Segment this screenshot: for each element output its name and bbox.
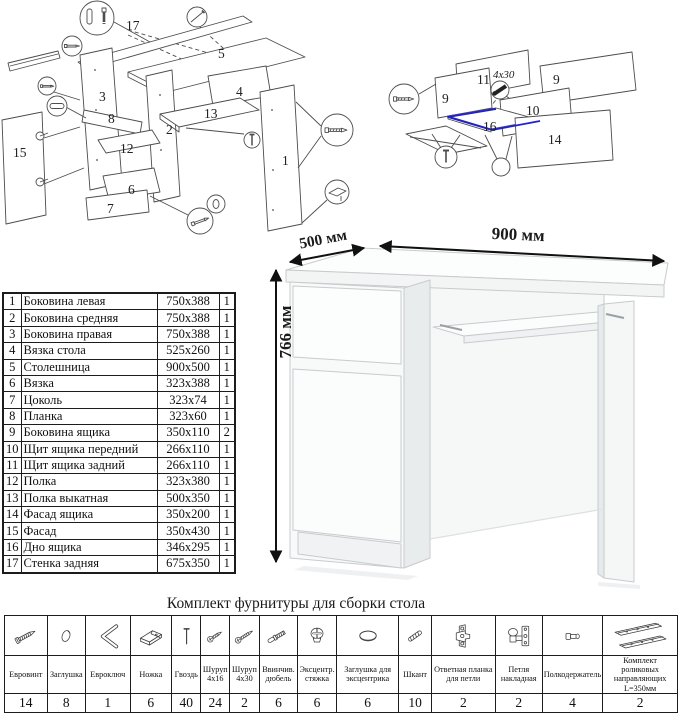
parts-cell-name: Стенка задняя	[21, 556, 157, 573]
height-dimension-label: 766 мм	[276, 305, 295, 359]
parts-cell-size: 323x388	[157, 375, 219, 391]
hardware-item-label: Гвоздь	[172, 656, 201, 694]
hardware-item-qty: 6	[130, 693, 172, 712]
screw-long-icon	[230, 616, 260, 656]
threaded-dowel-icon	[259, 616, 297, 656]
hardware-item-qty: 2	[603, 693, 678, 712]
part-rail	[8, 51, 60, 71]
hardware-item-label: Комплект роликовых направляющих L=350мм	[603, 656, 678, 694]
parts-cell-name: Планка	[21, 408, 157, 424]
hardware-item-qty: 6	[298, 693, 337, 712]
parts-cell-name: Щит ящика задний	[21, 457, 157, 473]
parts-cell-size: 750x388	[157, 293, 219, 310]
drawer-front	[293, 286, 401, 364]
hardware-table	[4, 615, 678, 713]
callout-dowel-screw	[80, 1, 114, 35]
parts-cell-name: Щит ящика передний	[21, 441, 157, 457]
parts-cell-size: 266x110	[157, 441, 219, 457]
hardware-item-qty: 8	[47, 693, 85, 712]
euro-screw-icon	[5, 616, 48, 656]
parts-cell-size: 266x110	[157, 457, 219, 473]
parts-cell-num: 8	[3, 408, 21, 424]
parts-cell-qty: 1	[219, 392, 235, 408]
hardware-item-qty: 14	[5, 693, 48, 712]
right-panel-inner	[598, 304, 604, 578]
part-label: 17	[126, 18, 140, 33]
part-label: 12	[120, 141, 134, 156]
parts-cell-num: 7	[3, 392, 21, 408]
parts-cell-qty: 1	[219, 539, 235, 555]
parts-cell-name: Полка выкатная	[21, 490, 157, 506]
parts-row	[3, 474, 235, 490]
parts-row	[3, 556, 235, 573]
parts-row	[3, 490, 235, 506]
depth-dimension-label: 500 мм	[297, 226, 349, 253]
hardware-item-label: Ножка	[130, 656, 172, 694]
desk-render	[268, 224, 678, 596]
parts-cell-num: 6	[3, 375, 21, 391]
callout-empty	[492, 158, 510, 176]
parts-cell-size: 750x388	[157, 310, 219, 326]
parts-cell-num: 12	[3, 474, 21, 490]
floor-shadow	[598, 582, 640, 589]
exploded-diagram-drawer	[388, 38, 678, 206]
hardware-item-label: Евровинт	[5, 656, 48, 694]
parts-table	[2, 292, 236, 574]
parts-row	[3, 326, 235, 342]
hardware-item-label: Ввинчив. дюбель	[259, 656, 297, 694]
parts-cell-name: Боковина правая	[21, 326, 157, 342]
hardware-item-label: Шуруп 4x30	[230, 656, 260, 694]
parts-cell-size: 900x500	[157, 359, 219, 375]
hardware-item-qty: 4	[542, 693, 602, 712]
hardware-item-label: Петля накладная	[495, 656, 542, 694]
part-label: 8	[108, 111, 115, 126]
mounting-plate-icon	[431, 616, 495, 656]
parts-cell-size: 350x430	[157, 523, 219, 539]
parts-cell-qty: 1	[219, 326, 235, 342]
ring-cap-icon	[336, 616, 398, 656]
part-label: 7	[107, 201, 114, 216]
parts-cell-size: 525x260	[157, 343, 219, 359]
part-label: 14	[548, 132, 562, 147]
parts-cell-qty: 1	[219, 375, 235, 391]
parts-row	[3, 343, 235, 359]
parts-cell-num: 3	[3, 326, 21, 342]
parts-cell-qty: 1	[219, 490, 235, 506]
parts-cell-size: 323x74	[157, 392, 219, 408]
part-label: 9	[553, 72, 560, 87]
width-dimension-label: 900 мм	[491, 223, 546, 246]
parts-cell-num: 4	[3, 343, 21, 359]
parts-row	[3, 408, 235, 424]
parts-cell-qty: 1	[219, 408, 235, 424]
hardware-item-qty: 2	[495, 693, 542, 712]
part-label: 1	[282, 153, 289, 168]
hex-key-icon	[85, 616, 130, 656]
part-label: 4	[236, 84, 243, 99]
hardware-item-label: Полкодержатель	[542, 656, 602, 694]
hardware-item-label: Заглушка	[47, 656, 85, 694]
parts-cell-qty: 1	[219, 523, 235, 539]
nail-icon	[172, 616, 201, 656]
hardware-item-qty: 10	[399, 693, 432, 712]
parts-row	[3, 523, 235, 539]
parts-row	[3, 392, 235, 408]
parts-cell-name: Фасад ящика	[21, 507, 157, 523]
part-label: 10	[526, 103, 540, 118]
parts-cell-qty: 1	[219, 507, 235, 523]
parts-cell-num: 17	[3, 556, 21, 573]
parts-row	[3, 359, 235, 375]
parts-cell-num: 16	[3, 539, 21, 555]
part-door	[2, 112, 46, 224]
hardware-item-qty: 40	[172, 693, 201, 712]
part-label: 3	[99, 89, 106, 104]
parts-cell-num: 10	[3, 441, 21, 457]
parts-cell-name: Боковина левая	[21, 293, 157, 310]
parts-row	[3, 507, 235, 523]
parts-row	[3, 457, 235, 473]
hardware-item-qty: 24	[201, 693, 230, 712]
part-plinth	[86, 190, 149, 220]
parts-cell-size: 346x295	[157, 539, 219, 555]
hardware-item-label: Евроключ	[85, 656, 130, 694]
parts-cell-num: 14	[3, 507, 21, 523]
part-label: 5	[218, 46, 225, 61]
parts-cell-num: 13	[3, 490, 21, 506]
pedestal-side	[404, 280, 430, 568]
parts-row	[3, 539, 235, 555]
cap-icon	[47, 616, 85, 656]
parts-cell-size: 350x110	[157, 425, 219, 441]
parts-cell-qty: 1	[219, 310, 235, 326]
screw-size-note: 4x30	[493, 69, 515, 81]
parts-cell-name: Вязка	[21, 375, 157, 391]
parts-cell-name: Фасад	[21, 523, 157, 539]
shelf-pin-icon	[542, 616, 602, 656]
parts-row	[3, 310, 235, 326]
foot-icon	[130, 616, 172, 656]
parts-cell-name: Полка	[21, 474, 157, 490]
parts-cell-name: Вязка стола	[21, 343, 157, 359]
parts-cell-num: 5	[3, 359, 21, 375]
parts-cell-size: 500x350	[157, 490, 219, 506]
part-side-right	[260, 85, 302, 231]
parts-row	[3, 441, 235, 457]
screw-short-icon	[201, 616, 230, 656]
hardware-label-row	[5, 656, 678, 694]
parts-cell-name: Цоколь	[21, 392, 157, 408]
parts-cell-qty: 1	[219, 457, 235, 473]
parts-cell-num: 2	[3, 310, 21, 326]
hardware-item-qty: 6	[259, 693, 297, 712]
part-label: 13	[204, 106, 218, 121]
hardware-item-qty: 6	[336, 693, 398, 712]
part-label: 11	[477, 72, 490, 87]
parts-cell-name: Дно ящика	[21, 539, 157, 555]
parts-cell-size: 323x60	[157, 408, 219, 424]
part-label: 2	[166, 122, 173, 137]
hinge-icon	[495, 616, 542, 656]
part-label: 16	[483, 119, 497, 134]
hardware-item-label: Заглушка для эксцентрика	[336, 656, 398, 694]
parts-cell-name: Столешница	[21, 359, 157, 375]
parts-cell-qty: 1	[219, 343, 235, 359]
parts-row	[3, 293, 235, 310]
hardware-item-label: Эксцентр. стяжка	[298, 656, 337, 694]
exploded-diagram-desk	[0, 0, 390, 245]
parts-cell-name: Боковина средняя	[21, 310, 157, 326]
hardware-title: Комплект фурнитуры для сборки стола	[166, 595, 426, 612]
dowel-icon	[399, 616, 432, 656]
parts-cell-name: Боковина ящика	[21, 425, 157, 441]
right-panel-front	[604, 301, 634, 582]
parts-cell-num: 15	[3, 523, 21, 539]
part-label: 15	[13, 145, 27, 160]
part-label: 6	[128, 182, 135, 197]
hardware-item-qty: 2	[230, 693, 260, 712]
door-front	[293, 369, 401, 542]
parts-cell-size: 323x380	[157, 474, 219, 490]
parts-cell-qty: 1	[219, 441, 235, 457]
part-label: 9	[442, 91, 449, 106]
parts-cell-qty: 1	[219, 474, 235, 490]
roller-guides-icon	[603, 616, 678, 656]
parts-cell-qty: 1	[219, 293, 235, 310]
parts-cell-size: 750x388	[157, 326, 219, 342]
parts-row	[3, 425, 235, 441]
parts-cell-qty: 1	[219, 359, 235, 375]
parts-cell-qty: 1	[219, 556, 235, 573]
parts-cell-size: 675x350	[157, 556, 219, 573]
hardware-item-label: Шкант	[399, 656, 432, 694]
parts-cell-num: 9	[3, 425, 21, 441]
hardware-icon-row	[5, 616, 678, 656]
parts-cell-size: 350x200	[157, 507, 219, 523]
parts-row	[3, 375, 235, 391]
parts-cell-num: 1	[3, 293, 21, 310]
hardware-qty-row	[5, 693, 678, 712]
parts-table-body	[3, 293, 235, 573]
hardware-item-label: Шуруп 4x16	[201, 656, 230, 694]
parts-cell-num: 11	[3, 457, 21, 473]
cam-lock-icon	[298, 616, 337, 656]
part-drawer-fasad	[515, 110, 613, 168]
hardware-item-label: Ответная планка для петли	[431, 656, 495, 694]
hardware-item-qty: 2	[431, 693, 495, 712]
parts-cell-qty: 2	[219, 425, 235, 441]
hardware-item-qty: 1	[85, 693, 130, 712]
